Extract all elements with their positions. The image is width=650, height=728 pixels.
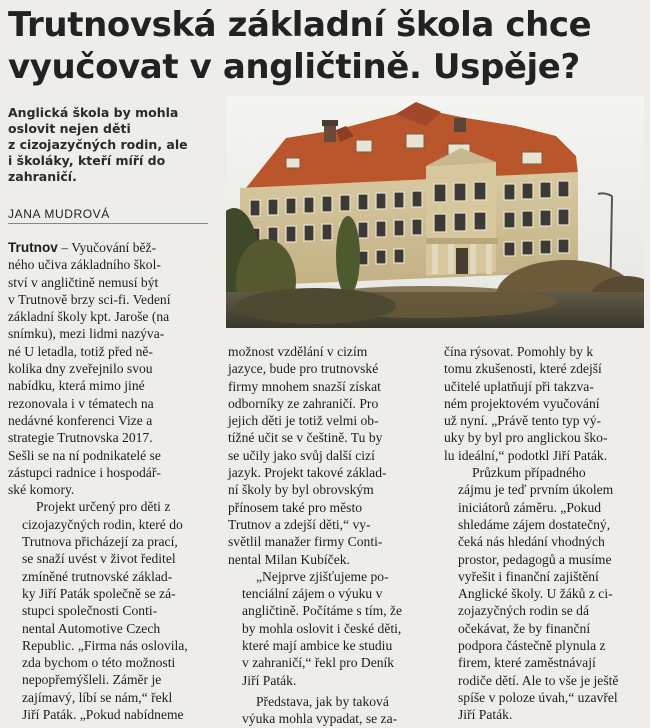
text-line: nental Automotive Czech: [22, 620, 161, 636]
paragraph: [8, 239, 214, 498]
text-line: Trutnov a zdejší děti,“ vy-: [228, 516, 371, 532]
text-line: ného učiva základního škol-: [8, 257, 161, 273]
text-line: čeká nás hledání vhodných: [458, 534, 605, 550]
school-building-photo: [226, 96, 644, 328]
text-line: ské komory.: [8, 482, 75, 498]
lead-line: z cizojazyčných rodin, ale: [8, 137, 188, 152]
headline: [8, 4, 646, 88]
text-line: se učily jako svůj další cizí: [228, 447, 375, 463]
text-line: angličtině. Počítáme s tím, že: [242, 603, 403, 619]
text-line: ní školy by byl obrovským: [228, 482, 374, 498]
text-line: snímku), mezi lidmi nazýva-: [8, 326, 165, 342]
text-line: strategie Trutnovska 2017.: [8, 430, 153, 446]
text-line: uky by byl pro anglickou ško-: [444, 430, 608, 446]
text-line: kolika dny zveřejnilo svou: [8, 361, 153, 377]
text-line: jazyce, bude pro trutnovské: [228, 361, 379, 377]
paragraph: [228, 693, 435, 728]
text-line: výuka mohla vypadat, se za-: [242, 711, 398, 727]
text-line: přínosem také pro město: [228, 499, 363, 515]
text-line: iniciátorů záměru. „Pokud: [458, 499, 602, 515]
text-line: možnost vzdělání v cizím: [228, 344, 368, 359]
text-line: firem, které zaměstnávají: [458, 655, 596, 671]
text-line: nabídku, která mimo jiné: [8, 378, 145, 394]
text-line: né U letadla, totiž před ně-: [8, 343, 153, 359]
text-line: Anglické školy. U žáků z ci-: [458, 586, 613, 602]
text-line: zda bychom o této možnosti: [22, 655, 176, 671]
text-line: Průzkum případného: [472, 465, 586, 481]
author-byline: JANA MUDROVÁ: [8, 207, 208, 224]
text-line: zajímavý, líbí se nám,“ řekl: [22, 689, 173, 705]
text-line: podpora částečně plynula z: [458, 638, 606, 654]
text-line: vyřešit i finanční zajištění: [458, 568, 599, 584]
text-line: – Vyučování běž-: [57, 240, 157, 255]
text-line: Sešli se na ní podnikatelé se: [8, 447, 161, 463]
text-line: jejich děti je totiž velmi ob-: [228, 413, 379, 429]
text-line: spíše v poloze úvah,“ uzavřel: [458, 689, 618, 705]
text-line: základní školy kpt. Jaroše (na: [8, 309, 170, 325]
text-line: nepopřemýšleli. Záměr je: [22, 672, 162, 688]
text-line: v zahraničí,“ řekl pro Deník: [242, 655, 395, 671]
text-line: které mají ambice ke studiu: [242, 638, 393, 654]
text-line: lu ideální,“ podotkl Jiří Paták.: [444, 447, 608, 463]
lead-line: zahraničí.: [8, 169, 77, 184]
text-line: zmíněné trutnovské základ-: [22, 568, 173, 584]
text-line: zástupci radnice i hospodář-: [8, 464, 161, 480]
text-line: ném projektovém vyučování: [444, 395, 600, 411]
text-line: čína rýsovat. Pomohly by k: [444, 344, 594, 359]
text-line: už nyní. „Právě tento typ vý-: [444, 413, 602, 429]
paragraph: [444, 343, 646, 464]
lead-line: oslovit nejen děti: [8, 121, 131, 136]
dateline-place: Trutnov: [8, 240, 58, 255]
text-line: by mohla oslovit i české děti,: [242, 620, 402, 636]
text-line: tížné učit se v češtině. Tu by: [228, 430, 383, 446]
text-line: cizojazyčných rodin, které do: [22, 516, 183, 532]
text-line: Projekt určený pro děti z: [36, 499, 171, 515]
paragraph: [228, 568, 435, 689]
article-column-2: [228, 343, 435, 728]
text-line: zájmu je teď prvním úkolem: [458, 482, 614, 498]
paragraph: [444, 464, 646, 723]
text-line: tenciální zájem o výuku v: [242, 586, 383, 602]
lead-line: Anglická škola by mohla: [8, 105, 179, 120]
paragraph: [8, 498, 214, 723]
text-line: shledáme zájem dostatečný,: [458, 516, 611, 532]
text-line: se snaží uvést v život ředitel: [22, 551, 176, 567]
text-line: nedávné konferenci Vize a: [8, 412, 153, 428]
text-line: firmy mnohem snazší získat: [228, 378, 381, 394]
headline-line: vyučovat v angličtině. Uspěje?: [8, 47, 580, 87]
text-line: odborníky ze zahraničí. Pro: [228, 395, 379, 411]
text-line: v Trutnově brzy sci-fi. Vedení: [8, 291, 171, 307]
lead-line: i školáky, kteří míří do: [8, 153, 166, 168]
text-line: „Nejprve zjišťujeme po-: [256, 568, 389, 584]
text-line: rodiče dětí. Ale to vše je ještě: [458, 672, 619, 688]
text-line: jazyk. Projekt takové základ-: [228, 465, 387, 481]
text-line: prostor, pedagogů a musíme: [458, 551, 612, 567]
text-line: očekávat, že by finanční: [458, 620, 591, 636]
text-line: Trutnova přicházejí za prací,: [22, 534, 178, 550]
text-line: světlil manažer firmy Conti-: [228, 534, 383, 550]
text-line: Jiří Paták. „Pokud nabídneme: [22, 707, 184, 723]
text-line: rezonovala i v tématech na: [8, 395, 154, 411]
text-line: Jiří Paták.: [242, 672, 297, 688]
article-column-1: [8, 239, 214, 723]
text-line: Jiří Paták.: [458, 707, 513, 723]
paragraph: [228, 343, 435, 568]
text-line: Republic. „Firma nás oslovila,: [22, 637, 188, 653]
text-line: stupci společnosti Conti-: [22, 603, 158, 619]
text-line: Představa, jak by taková: [256, 693, 389, 709]
text-line: tomu zkušenosti, které zdejší: [444, 361, 602, 377]
text-line: ky Jiří Paták společně se zá-: [22, 585, 176, 601]
headline-line: Trutnovská základní škola chce: [8, 5, 592, 45]
article-column-3: [444, 343, 646, 724]
text-line: nental Milan Kubíček.: [228, 551, 350, 567]
text-line: zojazyčných rodin se dá: [458, 603, 589, 619]
text-line: ství v angličtině nemusí být: [8, 274, 159, 290]
text-line: učitelé uplatňují při takzva-: [444, 378, 594, 394]
lead-paragraph: [8, 105, 218, 185]
school-building-icon: [226, 96, 644, 328]
